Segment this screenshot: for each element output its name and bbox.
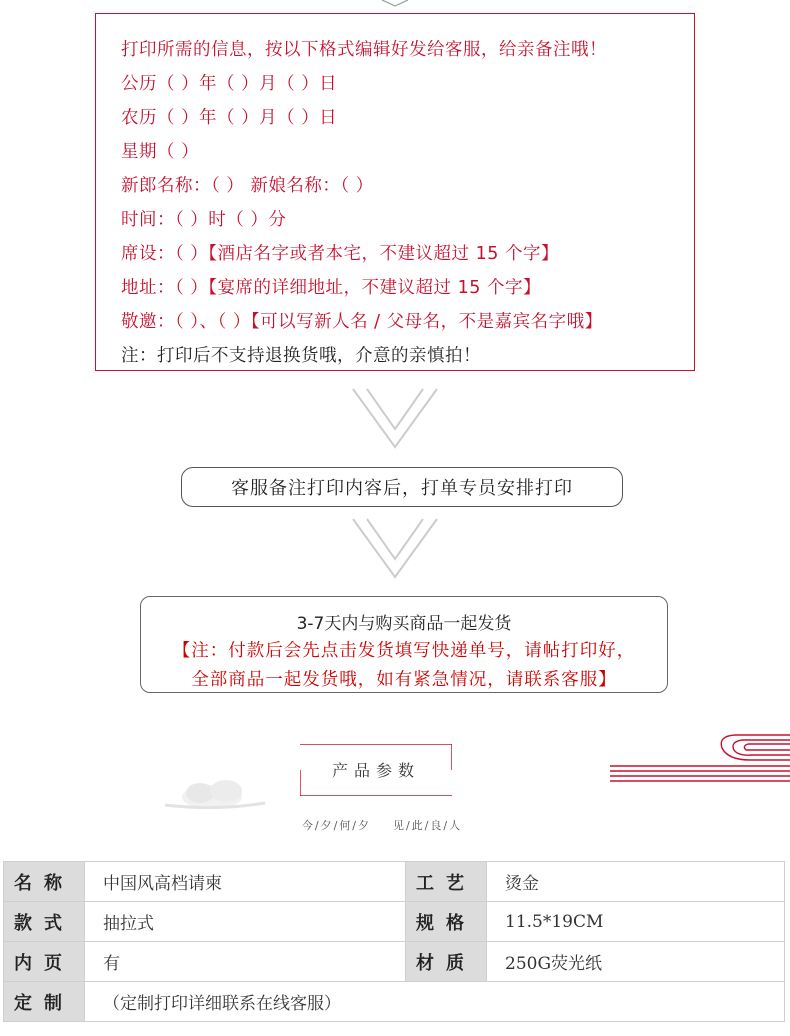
print-step-pill: 客服备注打印内容后，打单专员安排打印 bbox=[181, 467, 623, 507]
arrow-down-icon bbox=[345, 385, 445, 455]
table-row bbox=[4, 982, 785, 1022]
info-weekday: 星期（ ） bbox=[121, 142, 200, 162]
info-invitee: 敬邀：（ ）、（ ）【可以写新人名 / 父母名，不是嘉宾名字哦】 bbox=[121, 312, 603, 332]
print-info-box bbox=[95, 13, 695, 371]
info-address: 地址：（ ）【宴席的详细地址，不建议超过 15 个字】 bbox=[121, 278, 541, 298]
top-chevron-icon bbox=[380, 0, 410, 8]
info-names: 新郎名称：（ ） 新娘名称：（ ） bbox=[121, 176, 374, 196]
shipping-note-line1: 【注：付款后会先点击发货填写快递单号，请帖打印好， bbox=[172, 641, 636, 661]
spec-key: 规格 bbox=[406, 902, 487, 942]
info-venue: 席设：（ ）【酒店名字或者本宅，不建议超过 15 个字】 bbox=[121, 244, 559, 264]
info-time: 时间：（ ）时（ ）分 bbox=[121, 210, 287, 230]
params-title: 产品参数 bbox=[331, 761, 420, 780]
spec-key: 定制 bbox=[4, 982, 85, 1022]
info-solar-date: 公历（ ）年（ ）月（ ）日 bbox=[121, 74, 338, 94]
cloud-ornament-icon bbox=[160, 775, 270, 815]
spec-value: 中国风高档请柬 bbox=[85, 862, 406, 902]
table-row bbox=[4, 862, 785, 902]
spec-key: 名称 bbox=[4, 862, 85, 902]
shipping-title: 3-7天内与购买商品一起发货 bbox=[296, 614, 512, 634]
spec-key: 内页 bbox=[4, 942, 85, 982]
info-lunar-date: 农历（ ）年（ ）月（ ）日 bbox=[121, 108, 338, 128]
spec-key: 工艺 bbox=[406, 862, 487, 902]
info-note: 注：打印后不支持退换货哦，介意的亲慎拍！ bbox=[121, 346, 481, 366]
table-row bbox=[4, 942, 785, 982]
params-subtitle: 今/夕/何/夕 见/此/良/人 bbox=[301, 819, 463, 832]
arrow-down-icon bbox=[345, 515, 445, 585]
info-intro-line: 打印所需的信息，按以下格式编辑好发给客服，给亲备注哦！ bbox=[121, 40, 607, 60]
spec-value: 250G荧光纸 bbox=[487, 942, 785, 982]
spec-key: 材质 bbox=[406, 942, 487, 982]
spec-value: 烫金 bbox=[487, 862, 785, 902]
shipping-box bbox=[140, 596, 668, 693]
wave-ornament-icon bbox=[610, 730, 790, 785]
spec-table bbox=[3, 861, 785, 1022]
spec-value: （定制打印详细联系在线客服） bbox=[85, 982, 785, 1022]
spec-value: 抽拉式 bbox=[85, 902, 406, 942]
spec-key: 款式 bbox=[4, 902, 85, 942]
shipping-note-line2: 全部商品一起发货哦，如有紧急情况，请联系客服】 bbox=[191, 670, 617, 690]
spec-value: 有 bbox=[85, 942, 406, 982]
table-row bbox=[4, 902, 785, 942]
spec-value: 11.5*19CM bbox=[487, 902, 785, 942]
